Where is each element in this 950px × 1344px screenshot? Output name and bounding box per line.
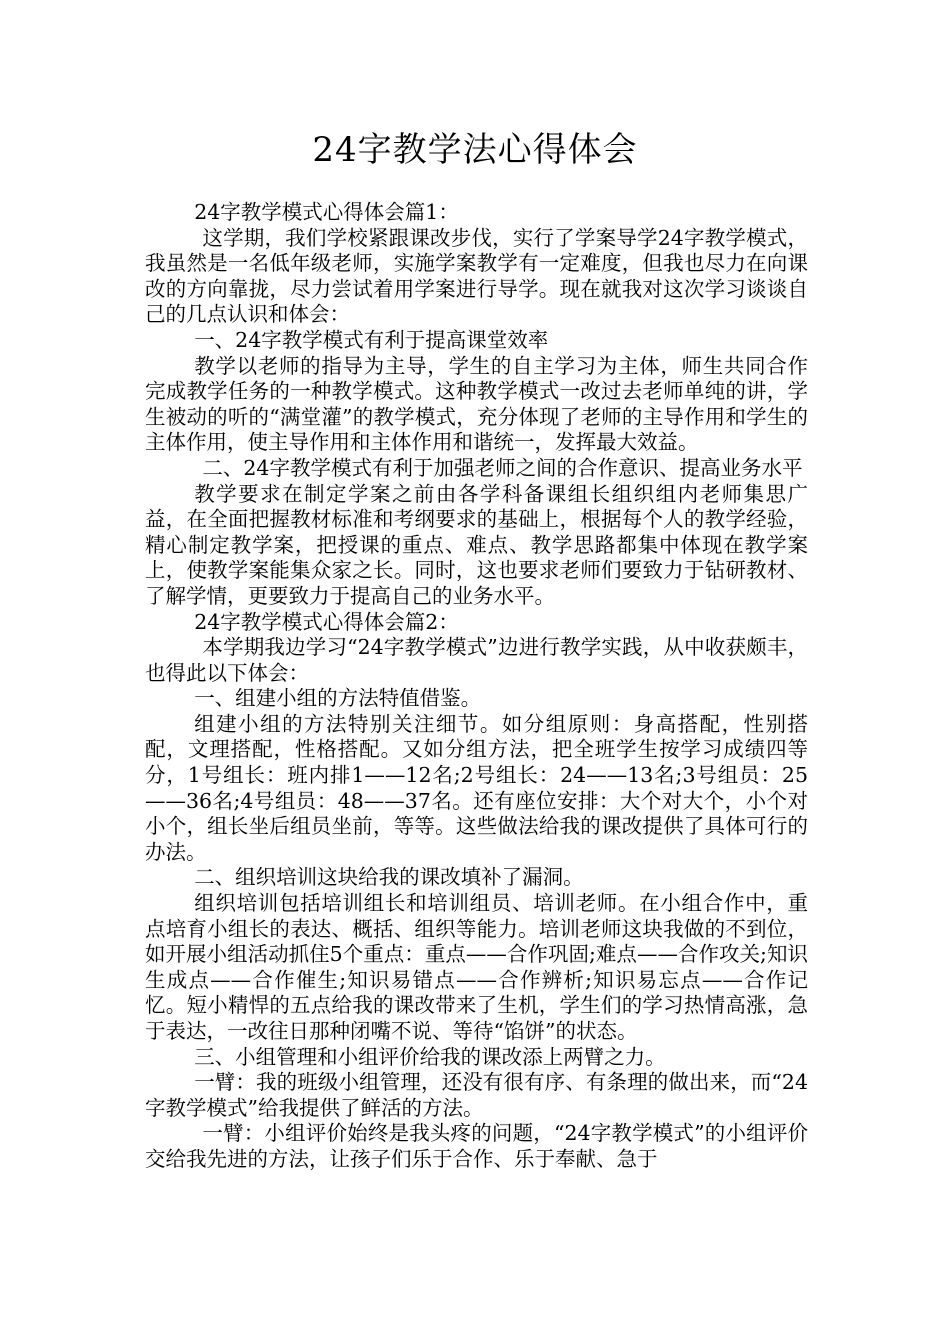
paragraph: 教学要求在制定学案之前由各学科备课组长组织组内老师集思广益，在全面把握教材标准和考纲要求的基础上，根据每个人的教学经验，精心制定教学案，把授课的重点、难点、教学思路都集中体现在教学案上，使教学案能集众家之长。同时，这也要求老师们要致力于钻研教材、了解学情，更要致力于提高自己的业务水平。 (145, 481, 808, 608)
document-body (145, 200, 808, 1173)
paragraph: 一臂：我的班级小组管理，还没有很有序、有条理的做出来，而“24字教学模式”给我提供了鲜活的方法。 (145, 1070, 808, 1120)
subheading: 二、24字教学模式有利于加强老师之间的合作意识、提高业务水平 (202, 455, 803, 480)
paragraph: 组织培训包括培训组长和培训组员、培训老师。在小组合作中，重点培育小组长的表达、概括、组织等能力。培训老师这块我做的不到位，如开展小组活动抓住5个重点：重点——合作巩固;难点——合作攻关;知识生成点——合作催生;知识易错点——合作辨析;知识易忘点——合作记忆。短小精悍的五点给我的课改带来了生机，学生们的学习热情高涨，急于表达，一改往日那种闭嘴不说、等待“馅饼”的状态。 (145, 891, 808, 1043)
subheading: 二、组织培训这块给我的课改填补了漏洞。 (194, 865, 584, 890)
paragraph: 这学期，我们学校紧跟课改步伐，实行了学案导学24字教学模式，我虽然是一名低年级老师，实施学案教学有一定难度，但我也尽力在向课改的方向靠拢，尽力尝试着用学案进行导学。现在就我对这次学习谈谈自己的几点认识和体会： (145, 225, 808, 327)
section-heading: 24字教学模式心得体会篇2： (194, 609, 459, 634)
subheading: 一、24字教学模式有利于提高课堂效率 (194, 327, 549, 352)
paragraph: 一臂：小组评价始终是我头疼的问题，“24字教学模式”的小组评价交给我先进的方法，让孩子们乐于合作、乐于奉献、急于 (145, 1121, 808, 1171)
document-title: 24字教学法心得体会 (312, 130, 638, 170)
paragraph: 教学以老师的指导为主导，学生的自主学习为主体，师生共同合作完成教学任务的一种教学模式。这种教学模式一改过去老师单纯的讲，学生被动的听的“满堂灌”的教学模式，充分体现了老师的主导作用和学生的主体作用，使主导作用和主体作用和谐统一，发挥最大效益。 (145, 353, 808, 455)
subheading: 三、小组管理和小组评价给我的课改添上两臂之力。 (194, 1044, 666, 1069)
subheading: 一、组建小组的方法特值借鉴。 (194, 686, 482, 711)
paragraph: 本学期我边学习“24字教学模式”边进行教学实践，从中收获颇丰，也得此以下体会： (145, 635, 808, 685)
section-heading: 24字教学模式心得体会篇1： (194, 200, 459, 224)
paragraph: 组建小组的方法特别关注细节。如分组原则：身高搭配，性别搭配，文理搭配，性格搭配。又如分组方法，把全班学生按学习成绩四等分，1号组长：班内排1——12名;2号组长：24——13名;3号组员：25——36名;4号组员：48——37名。还有座位安排：大个对大个，小个对小个，组长坐后组员坐前，等等。这些做法给我的课改提供了具体可行的办法。 (145, 711, 808, 864)
